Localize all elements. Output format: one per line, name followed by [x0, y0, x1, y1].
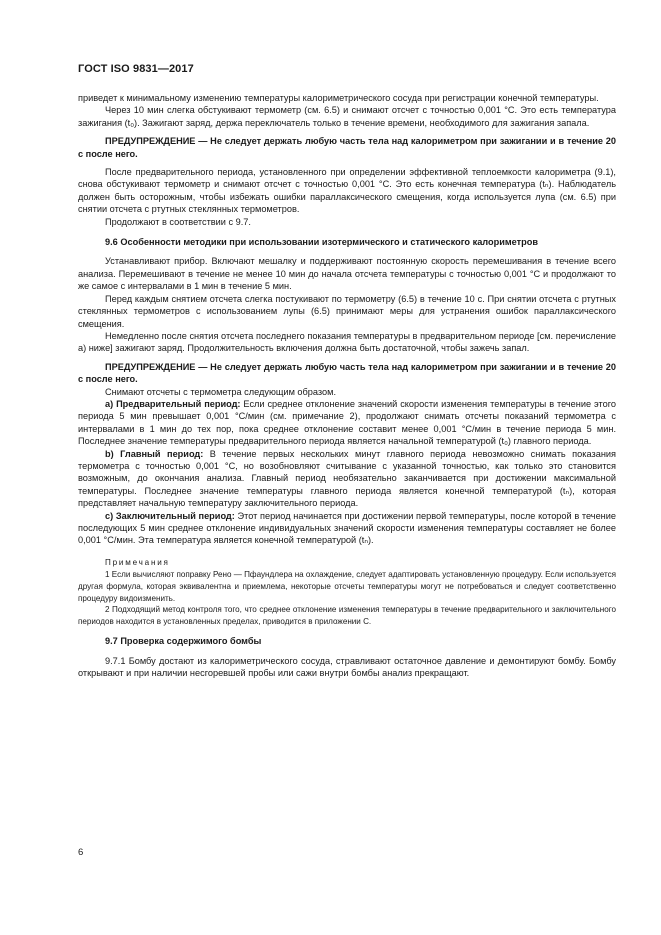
paragraph-continue: Продолжают в соответствии с 9.7. [105, 216, 251, 227]
item-c-label: с) Заключительный период: [105, 510, 235, 521]
section-heading-9-7: 9.7 Проверка содержимого бомбы [105, 636, 262, 647]
notes-title: Примечания [105, 557, 170, 567]
item-b-text: В течение первых нескольких минут главного периода невозможно снимать показания термометра с точностью 0,001 °С, но возобновляют считывание с указанной точностью, как только это становится возможным, до окончания анализа. Главный период необязательно заканчивается при достижении максимальной температуры. Последнее значение температуры главного периода является конечной температурой (tₙ), которая представляет начальную температуру заключительного периода. [78, 448, 616, 509]
document-body [78, 92, 616, 680]
notes-block [78, 557, 616, 628]
document-header: ГОСТ ISO 9831—2017 [78, 63, 194, 75]
note-1: 1 Если вычисляют поправку Рено — Пфаундлера на охлаждение, следует адаптировать установленную процедуру. Если используется другая формула, которая эквивалентна и приемлема, некоторые отсчеты температуры могут не потребоваться и следует соответственно процедуру видоизменить. [78, 570, 616, 603]
paragraph-readings: Снимают отсчеты с термометра следующим образом. [105, 386, 337, 397]
warning-2: ПРЕДУПРЕЖДЕНИЕ — Не следует держать любую часть тела над калориметром при зажигании и в течение 20 с после него. [78, 361, 616, 385]
paragraph-final-temperature: После предварительного периода, установленного при определении эффективной теплоемкости калориметра (9.1), снова обстукивают термометр и снимают отсчет с точностью 0,001 °С. Это есть конечная температура (tₙ). Наблюдатель должен быть осторожным, чтобы избежать ошибки параллаксического смещения, когда используется лупа (см. 6.5) при снятии отсчета с ртутных стеклянных термометров. [78, 167, 616, 215]
page-number: 6 [78, 847, 84, 858]
paragraph-ignition: Через 10 мин слегка обстукивают термометр (см. 6.5) и снимают отсчет с точностью 0,001 °С. Это есть температура зажигания (t₀). Зажигают заряд, держа переключатель только в течение времени, необходимого для зажигания запала. [78, 105, 616, 128]
paragraph-continuation: приведет к минимальному изменению температуры калориметрического сосуда при регистрации конечной температуры. [78, 93, 599, 103]
item-b-label: b) Главный период: [105, 448, 204, 459]
item-a-text: Если среднее отклонение значений скорости изменения температуры в течение этого периода 5 мин превышает 0,001 °С/мин (см. примечание 2), продолжают снимать отсчеты показаний термометра с интервалами в 1 мин до тех пор, пока среднее отклонение составит менее 0,001 °С/мин в течение периода 5 мин. Последнее значение температуры предварительного периода является начальной температурой (t₀) главного периода. [78, 398, 616, 447]
item-a-label: а) Предварительный период: [105, 398, 241, 409]
paragraph-bomb-check: 9.7.1 Бомбу достают из калориметрического сосуда, стравливают остаточное давление и демонтируют бомбу. Бомбу открывают и при наличии несгоревшей пробы или сажи внутри бомбы анализ прекращают. [78, 655, 616, 679]
item-c [78, 510, 616, 547]
paragraph-tapping: Перед каждым снятием отсчета слегка постукивают по термометру (6.5) в течение 10 с. При снятии отсчета с ртутных стеклянных термометров с использованием лупы (6.5) принимают меры для устранения ошибок параллаксического смещения. [78, 293, 616, 329]
item-a [78, 398, 616, 448]
section-heading-9-6: 9.6 Особенности методики при использовании изотермического и статического калориметров [105, 237, 539, 248]
item-b [78, 448, 616, 510]
paragraph-ignite: Немедленно после снятия отсчета последнего показания температуры в предварительном периоде [см. перечисление а) ниже] зажигают заряд. Продолжительность включения должна быть достаточной, чтобы зажечь запал. [78, 330, 616, 354]
paragraph-setup: Устанавливают прибор. Включают мешалку и поддерживают постоянную скорость перемешивания в течение всего анализа. Перемешивают в течение не менее 10 мин до начала отсчета температуры с точностью 0,001 °С и продолжают то же самое с интервалами в 1 мин в течение 5 мин. [78, 256, 616, 292]
note-2: 2 Подходящий метод контроля того, что среднее отклонение изменения температуры в течение предварительного и заключительного периодов находится в установленных пределах, приводится в приложении С. [78, 605, 616, 626]
warning-1: ПРЕДУПРЕЖДЕНИЕ — Не следует держать любую часть тела над калориметром при зажигании и в течение 20 с после него. [78, 136, 616, 159]
item-c-text: Этот период начинается при достижении первой температуры, после которой в течение последующих 5 мин среднее отклонение индивидуальных значений скорости изменения температуры составляет не более 0,001 °С/мин. Эта температура является конечной температурой (tₙ). [78, 510, 616, 546]
